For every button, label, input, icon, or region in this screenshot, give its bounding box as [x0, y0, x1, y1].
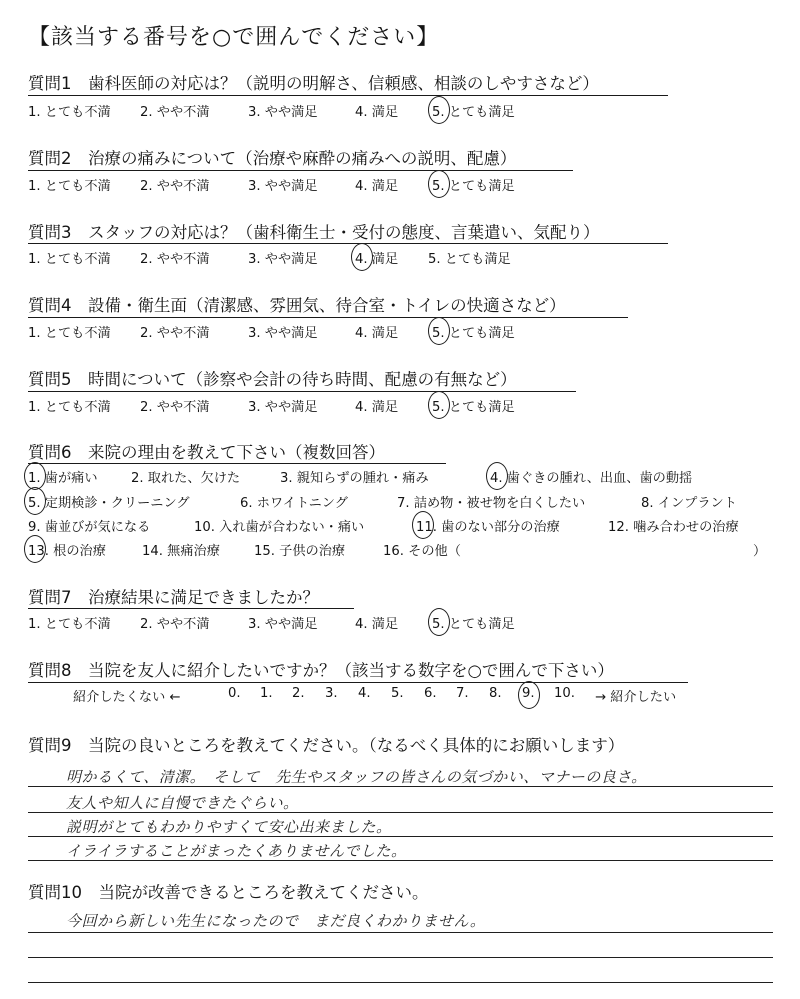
q7-option-4[interactable]: 4. 満足	[355, 617, 399, 632]
q6-option-9[interactable]: 9. 歯並びが気になる	[28, 520, 151, 535]
q5-option-2[interactable]: 2. やや不満	[140, 400, 210, 415]
q10-heading: 質問10 当院が改善できるところを教えてください。	[28, 883, 429, 902]
q8-scale-0[interactable]: 0.	[228, 686, 241, 701]
q3-heading: 質問3 スタッフの対応は？（歯科衛生士・受付の態度、言葉遣い、気配り）	[28, 223, 600, 242]
q6-option-1[interactable]: 1. 歯が痛い	[28, 467, 98, 486]
q3-underline	[28, 243, 668, 244]
q2-option-1[interactable]: 1. とても不満	[28, 179, 111, 194]
q7-heading: 質問7 治療結果に満足できましたか？	[28, 588, 319, 607]
q7-option-1[interactable]: 1. とても不満	[28, 617, 111, 632]
q9-heading: 質問9 当院の良いところを教えてください。（なるべく具体的にお願いします）	[28, 736, 625, 755]
q10-handwritten-answer-1: 今回から新しい先生になったので まだ良くわかりません。	[66, 912, 486, 930]
q4-option-4[interactable]: 4. 満足	[355, 326, 399, 341]
q8-scale-5[interactable]: 5.	[391, 686, 404, 701]
q6-option-3[interactable]: 3. 親知らずの腫れ・痛み	[280, 471, 429, 486]
q10-answer-line-3	[28, 982, 773, 983]
q4-option-2[interactable]: 2. やや不満	[140, 326, 210, 341]
q9-handwritten-answer-4: イライラすることがまったくありませんでした。	[66, 842, 407, 860]
q6-option-7[interactable]: 7. 詰め物・被せ物を白くしたい	[397, 496, 586, 511]
q4-underline	[28, 317, 628, 318]
q3-option-3[interactable]: 3. やや満足	[248, 252, 318, 267]
q7-option-5[interactable]: 5. とても満足	[432, 613, 515, 632]
q2-option-3[interactable]: 3. やや満足	[248, 179, 318, 194]
q9-handwritten-answer-3: 説明がとてもわかりやすくて安心出来ました。	[66, 818, 392, 836]
q3-option-4[interactable]: 4. 満足	[355, 248, 398, 267]
q8-scale-6[interactable]: 6.	[424, 686, 437, 701]
q8-scale-3[interactable]: 3.	[325, 686, 338, 701]
q2-option-5[interactable]: 5. とても満足	[432, 175, 515, 194]
q1-option-3[interactable]: 3. やや満足	[248, 105, 318, 120]
q6-option-5[interactable]: 5. 定期検診・クリーニング	[28, 492, 190, 511]
q5-option-4[interactable]: 4. 満足	[355, 400, 399, 415]
q7-underline	[28, 608, 354, 609]
q1-option-4[interactable]: 4. 満足	[355, 105, 399, 120]
q2-option-2[interactable]: 2. やや不満	[140, 179, 210, 194]
q4-option-1[interactable]: 1. とても不満	[28, 326, 111, 341]
q10-answer-line-2	[28, 957, 773, 958]
q7-option-2[interactable]: 2. やや不満	[140, 617, 210, 632]
q1-option-5[interactable]: 5. とても満足	[432, 101, 515, 120]
q8-high-label: → 紹介したい	[595, 690, 677, 705]
q6-option-13[interactable]: 13. 根の治療	[28, 540, 106, 559]
q6-option-14[interactable]: 14. 無痛治療	[142, 544, 220, 559]
q8-scale-7[interactable]: 7.	[456, 686, 469, 701]
q6-option-10[interactable]: 10. 入れ歯が合わない・痛い	[194, 520, 365, 535]
q4-heading: 質問4 設備・衛生面（清潔感、雰囲気、待合室・トイレの快適さなど）	[28, 296, 566, 315]
q8-low-label: 紹介したくない ←	[73, 690, 181, 705]
q8-scale-4[interactable]: 4.	[358, 686, 371, 701]
q6-option-16[interactable]: 16. その他（	[383, 544, 461, 559]
q9-handwritten-answer-1: 明かるくて、清潔。 そして 先生やスタッフの皆さんの気づかい、マナーの良さ。	[66, 768, 647, 786]
q5-option-3[interactable]: 3. やや満足	[248, 400, 318, 415]
q6-option-6[interactable]: 6. ホワイトニング	[240, 496, 348, 511]
q6-option-2[interactable]: 2. 取れた、欠けた	[131, 471, 241, 486]
q8-scale-1[interactable]: 1.	[260, 686, 273, 701]
q5-underline	[28, 391, 576, 392]
q8-scale-2[interactable]: 2.	[292, 686, 305, 701]
q8-underline	[28, 682, 688, 683]
q6-option-15[interactable]: 15. 子供の治療	[254, 544, 346, 559]
q6-option-4[interactable]: 4. 歯ぐきの腫れ、出血、歯の動揺	[490, 467, 692, 486]
q1-option-2[interactable]: 2. やや不満	[140, 105, 210, 120]
q7-option-3[interactable]: 3. やや満足	[248, 617, 318, 632]
q8-heading: 質問8 当院を友人に紹介したいですか？（該当する数字を○で囲んで下さい）	[28, 661, 614, 680]
q4-option-5[interactable]: 5. とても満足	[432, 322, 515, 341]
q5-option-5[interactable]: 5. とても満足	[432, 396, 515, 415]
q6-option-8[interactable]: 8. インプラント	[641, 496, 737, 511]
q6-heading: 質問6 来院の理由を教えて下さい（複数回答）	[28, 443, 385, 462]
q3-option-2[interactable]: 2. やや不満	[140, 252, 210, 267]
q1-option-1[interactable]: 1. とても不満	[28, 105, 111, 120]
q6-option-12[interactable]: 12. 噛み合わせの治療	[608, 520, 739, 535]
q6-underline	[28, 463, 446, 464]
q1-underline	[28, 95, 668, 96]
q5-option-1[interactable]: 1. とても不満	[28, 400, 111, 415]
q4-option-3[interactable]: 3. やや満足	[248, 326, 318, 341]
q3-option-5[interactable]: 5. とても満足	[428, 252, 511, 267]
q8-scale-9[interactable]: 9.	[522, 686, 535, 701]
q3-option-1[interactable]: 1. とても不満	[28, 252, 111, 267]
q8-scale-8[interactable]: 8.	[489, 686, 502, 701]
q6-option-11[interactable]: 11. 歯のない部分の治療	[416, 516, 560, 535]
q2-heading: 質問2 治療の痛みについて（治療や麻酔の痛みへの説明、配慮）	[28, 149, 517, 168]
q2-underline	[28, 170, 573, 171]
q6-other-close: ）	[753, 544, 767, 559]
q10-answer-line-1	[28, 932, 773, 933]
q1-heading: 質問1 歯科医師の対応は？（説明の明解さ、信頼感、相談のしやすさなど）	[28, 74, 599, 93]
q5-heading: 質問5 時間について（診察や会計の待ち時間、配慮の有無など）	[28, 370, 517, 389]
page-title: 【該当する番号を○で囲んでください】	[28, 25, 440, 50]
q8-scale-10[interactable]: 10.	[554, 686, 575, 701]
q9-handwritten-answer-2: 友人や知人に自慢できたぐらい。	[66, 794, 299, 812]
q2-option-4[interactable]: 4. 満足	[355, 179, 399, 194]
